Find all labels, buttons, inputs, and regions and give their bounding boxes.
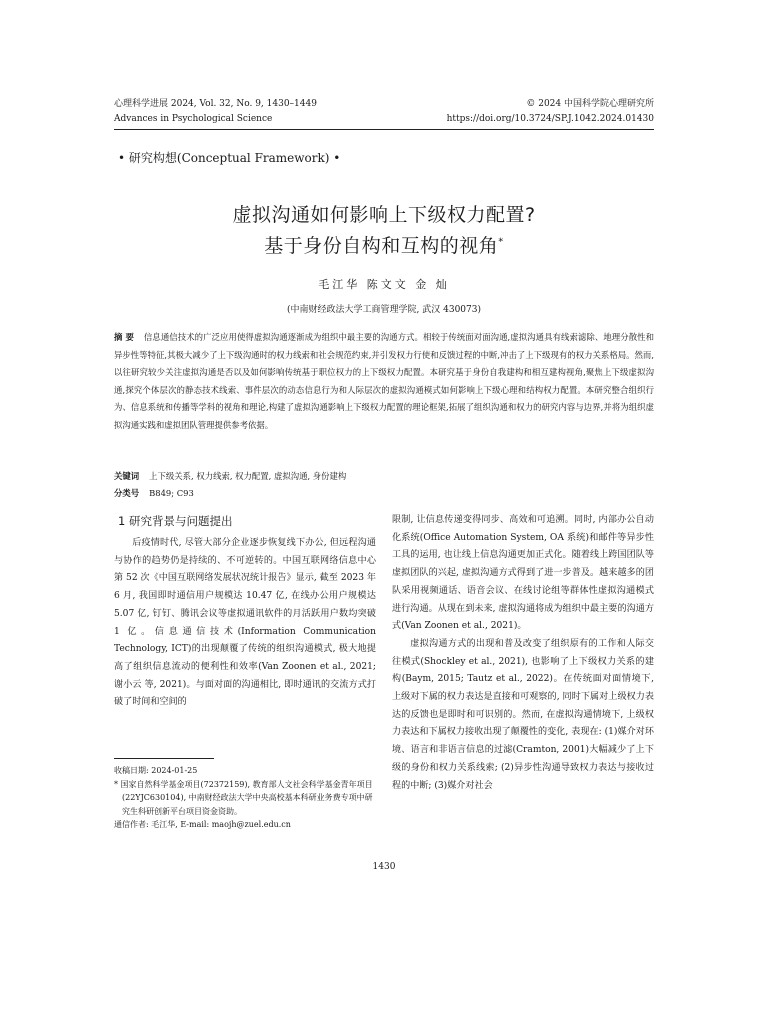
paragraph: 限制, 让信息传递变得同步、高效和可追溯。同时, 内部办公自动化系统(Office Automation System, OA 系统)和邮件等异步性工具的运用, 也让线上信息沟通更加正式化。随着线上跨国团队等虚拟团队的兴起, 虚拟沟通方式得到了进一步普及。越来越多的团队采用视频通话、语音会议、在线讨论组等群体性虚拟沟通模式进行沟通。从现在到未来, 虚拟沟通将成为组织中最主要的沟通方式(Van Zoonen et al., 2021)。	[392, 515, 654, 632]
paragraph: 虚拟沟通方式的出现和普及改变了组织原有的工作和人际交往模式(Shockley et al., 2021), 也影响了上下级权力关系的建构(Baym, 2015; Tautz et al., 2022)。在传统面对面情境下, 上级对下属的权力表达是直接和可观察的, 同时下属对上级权力表达的反馈也是即时和可识别的。然而, 在虚拟沟通情境下, 上级权力表达和下属权力接收出现了颠覆性的变化, 表现在: (1)媒介对环境、语言和非语言信息的过滤(Cramton, 2001)大幅减少了上下级的身份和权力关系线索; (2)异步性沟通导致权力表达与接收过程的中断; (3)媒介对社会	[392, 638, 654, 791]
section-heading: 1 研究背景与问题提出	[118, 514, 233, 528]
title-line-1: 虚拟沟通如何影响上下级权力配置?	[232, 204, 536, 226]
doi-link[interactable]: https://doi.org/10.3724/SP.J.1042.2024.01430	[446, 114, 654, 124]
classification-label: 分类号	[114, 488, 140, 498]
received-date: 收稿日期: 2024-01-25	[114, 766, 198, 775]
authors: 毛江华 陈文文 金 灿	[318, 278, 450, 291]
abstract-text: 信息通信技术的广泛应用使得虚拟沟通逐渐成为组织中最主要的沟通方式。相较于传统面对面沟通,虚拟沟通具有线索滤除、地理分散性和异步性等特征,其极大减少了上下级沟通时的权力线索和社会规范约束,并引发权力行使和反馈过程的中断,冲击了上下级现有的权力关系格局。然而,以往研究较少关注虚拟沟通是否以及如何影响传统基于职位权力的上下级权力配置。本研究基于身份自我建构和相互建构视角,聚焦上下级虚拟沟通,探究个体层次的静态技术线索、事件层次的动态信息行为和人际层次的虚拟沟通模式如何影响上下级心理和结构权力配置。本研究整合组织行为、信息系统和传播等学科的视角和理论,构建了虚拟沟通影响上下级权力配置的理论框架,拓展了组织沟通和权力的研究内容与边界,并将为组织虚拟沟通实践和虚拟团队管理提供参考依据。	[114, 332, 654, 430]
keywords-label: 关键词	[114, 471, 140, 481]
copyright-notice: © 2024 中国科学院心理研究所	[526, 99, 654, 109]
footnote-rule	[114, 758, 214, 759]
page-number: 1430	[372, 862, 396, 872]
left-column	[114, 535, 376, 712]
funding-note: * 国家自然科学基金项目(72372159), 教育部人文社会科学基金青年项目(22YJC630104), 中南财经政法大学中央高校基本科研业务费专项中研究生科研创新平台项目资金资助。	[114, 779, 373, 816]
journal-name-en: Advances in Psychological Science	[114, 114, 273, 124]
abstract-label: 摘 要	[114, 332, 134, 342]
title-line-2: 基于身份自构和互构的视角*	[264, 235, 504, 257]
keywords	[114, 468, 654, 486]
title-footnote-marker: *	[498, 236, 504, 248]
abstract	[114, 329, 654, 435]
right-column	[392, 512, 654, 795]
footnotes	[114, 764, 376, 832]
journal-citation: 心理科学进展 2024, Vol. 32, No. 9, 1430–1449	[114, 99, 317, 109]
article-type-tag: • 研究构想(Conceptual Framework) •	[118, 151, 341, 165]
header-rule	[114, 129, 654, 130]
corresponding-author: 通信作者: 毛江华, E-mail: maojh@zuel.edu.cn	[114, 820, 291, 830]
paragraph: 后疫情时代, 尽管大部分企业逐步恢复线下办公, 但远程沟通与协作的趋势仍是持续的、不可逆转的。中国互联网络信息中心第 52 次《中国互联网络发展状况统计报告》显示, 截至 2023 年 6 月, 我国即时通信用户规模达 10.47 亿, 在线办公用户规模达 5.07 亿, 钉钉、腾讯会议等虚拟通讯软件的月活跃用户数均突破 1 亿。信息通信技术(Information Communication Technology, ICT)的出现颠覆了传统的组织沟通模式, 极大地提高了组织信息流动的便利性和效率(Van Zoonen et al., 2021; 谢小云 等, 2021)。与面对面的沟通相比, 即时通讯的交流方式打破了时间和空间的	[114, 538, 376, 708]
keywords-text: 上下级关系, 权力线索, 权力配置, 虚拟沟通, 身份建构	[149, 471, 347, 481]
classification-text: B849; C93	[149, 488, 194, 498]
classification	[114, 485, 654, 503]
affiliation: (中南财经政法大学工商管理学院, 武汉 430073)	[287, 305, 481, 315]
